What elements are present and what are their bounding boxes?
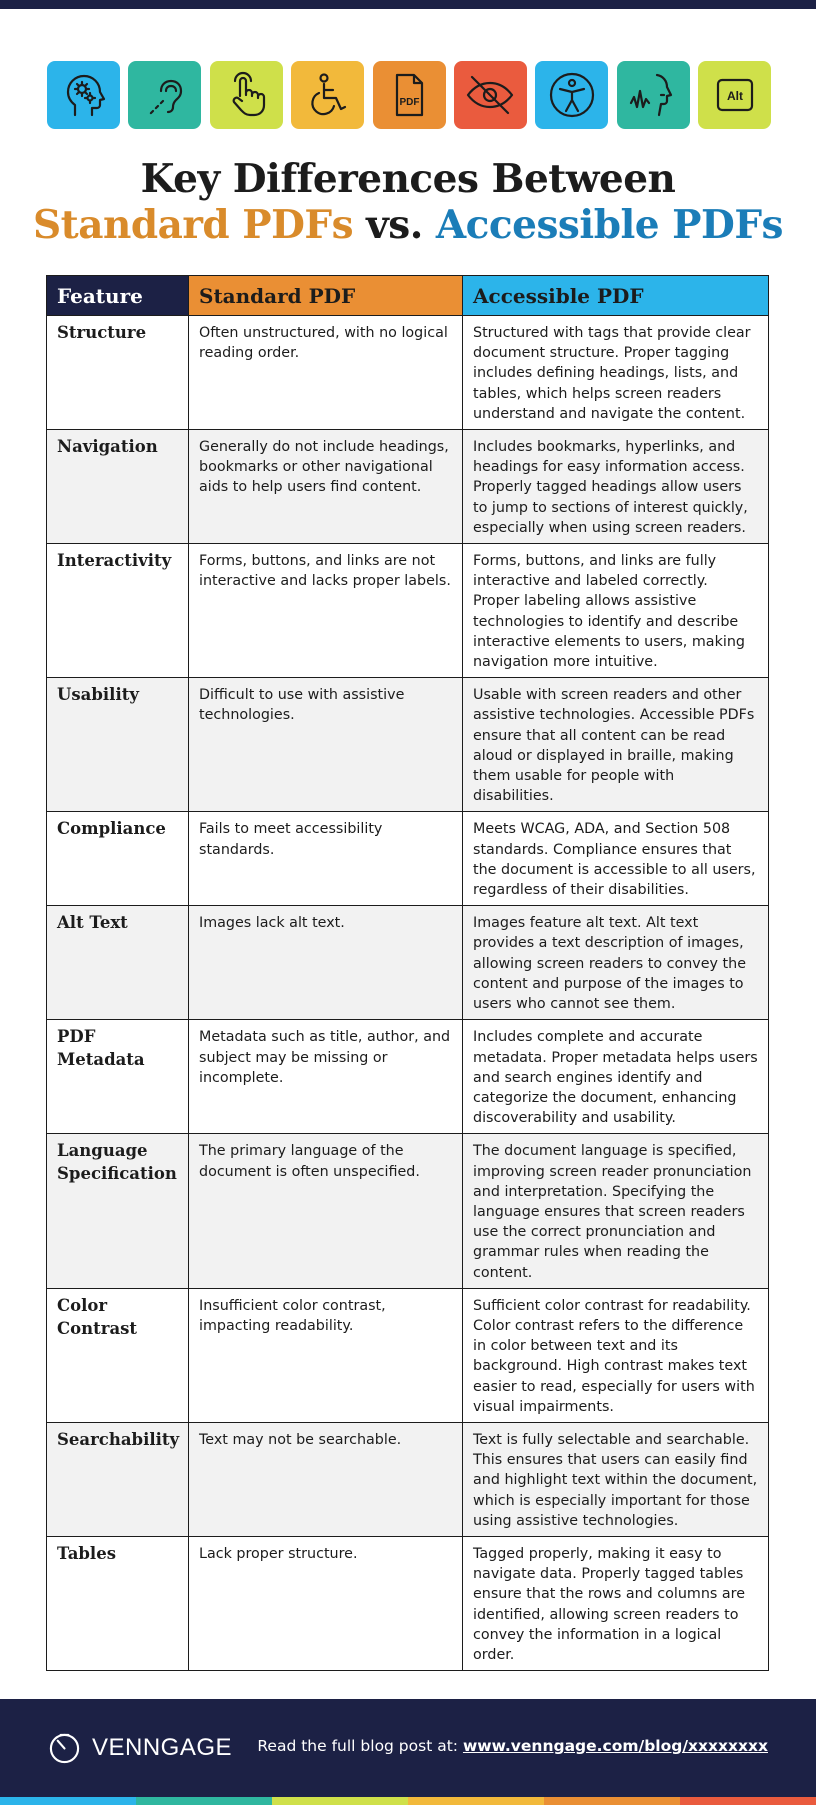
standard-cell: Fails to meet accessibility standards.	[189, 812, 463, 906]
accessible-cell: Sufficient color contrast for readability. Color contrast refers to the difference in color between text and its background. High contrast makes text easier to read, especially for users with visual impairments.	[463, 1288, 769, 1422]
table-row	[47, 812, 769, 906]
hearing-icon	[128, 61, 201, 129]
accessible-cell: Structured with tags that provide clear document structure. Proper tagging includes defining headings, lists, and tables, which helps screen readers understand and navigate the content.	[463, 316, 769, 430]
feature-cell: Navigation	[47, 430, 189, 544]
stripe	[544, 1797, 680, 1805]
standard-cell: Images lack alt text.	[189, 906, 463, 1020]
venngage-logo-icon	[48, 1731, 81, 1764]
feature-cell: Color Contrast	[47, 1288, 189, 1422]
feature-cell: Compliance	[47, 812, 189, 906]
table-row	[47, 1536, 769, 1670]
wheelchair-icon	[291, 61, 364, 129]
standard-cell: Text may not be searchable.	[189, 1422, 463, 1536]
feature-cell: Language Specification	[47, 1134, 189, 1288]
cognitive-head-icon	[47, 61, 120, 129]
feature-cell: Tables	[47, 1536, 189, 1670]
stripe	[136, 1797, 272, 1805]
alt-text-icon	[698, 61, 771, 129]
standard-cell: The primary language of the document is often unspecified.	[189, 1134, 463, 1288]
stripe	[0, 1797, 136, 1805]
stripe	[408, 1797, 544, 1805]
standard-cell: Often unstructured, with no logical reading order.	[189, 316, 463, 430]
blog-link[interactable]: www.venngage.com/blog/xxxxxxxx	[462, 1737, 768, 1755]
icon-row	[47, 61, 771, 129]
standard-cell: Forms, buttons, and links are not interactive and lacks proper labels.	[189, 544, 463, 678]
accessible-cell: Images feature alt text. Alt text provides a text description of images, allowing screen readers to convey the content and purpose of the images to users who cannot see them.	[463, 906, 769, 1020]
accessible-cell: Usable with screen readers and other assistive technologies. Accessible PDFs ensure that all content can be read aloud or displayed in braille, making them usable for people with disabilities.	[463, 678, 769, 812]
eye-slash-icon	[454, 61, 527, 129]
footer	[0, 1699, 816, 1797]
stripe	[680, 1797, 816, 1805]
title-line-2	[0, 202, 816, 248]
table-header-row	[47, 276, 769, 316]
header-accessible: Accessible PDF	[463, 276, 769, 316]
title-standard: Standard PDFs	[33, 202, 354, 248]
standard-cell: Difficult to use with assistive technologies.	[189, 678, 463, 812]
touch-hand-icon	[210, 61, 283, 129]
svg-text:PDF: PDF	[399, 97, 420, 108]
read-more	[257, 1737, 768, 1755]
svg-text:Alt: Alt	[726, 89, 743, 103]
color-stripes	[0, 1797, 816, 1805]
pdf-file-icon	[373, 61, 446, 129]
accessible-cell: Text is fully selectable and searchable. This ensures that users can easily find and highlight text within the document, which is especially important for those using assistive technologies.	[463, 1422, 769, 1536]
accessibility-person-icon	[535, 61, 608, 129]
table-row	[47, 1020, 769, 1134]
accessible-cell: Forms, buttons, and links are fully interactive and labeled correctly. Proper labeling allows assistive technologies to identify and describe interactive elements to users, making navigation more intuitive.	[463, 544, 769, 678]
feature-cell: Interactivity	[47, 544, 189, 678]
table-row	[47, 544, 769, 678]
standard-cell: Lack proper structure.	[189, 1536, 463, 1670]
accessible-cell: Includes complete and accurate metadata. Proper metadata helps users and search engines identify and categorize the document, enhancing discoverability and usability.	[463, 1020, 769, 1134]
header-feature: Feature	[47, 276, 189, 316]
title-line-1: Key Differences Between	[140, 156, 676, 202]
header-standard: Standard PDF	[189, 276, 463, 316]
feature-cell: Searchability	[47, 1422, 189, 1536]
feature-cell: Structure	[47, 316, 189, 430]
feature-cell: PDF Metadata	[47, 1020, 189, 1134]
accessible-cell: Includes bookmarks, hyperlinks, and headings for easy information access. Properly tagged headings allow users to jump to sections of interest quickly, especially when using screen readers.	[463, 430, 769, 544]
standard-cell: Generally do not include headings, bookmarks or other navigational aids to help users find content.	[189, 430, 463, 544]
table-row	[47, 1134, 769, 1288]
read-more-text: Read the full blog post at:	[257, 1737, 459, 1755]
stripe	[272, 1797, 408, 1805]
accessible-cell: Tagged properly, making it easy to navigate data. Properly tagged tables ensure that the rows and columns are identified, allowing screen readers to convey the information in a logical order.	[463, 1536, 769, 1670]
table-row	[47, 430, 769, 544]
top-bar	[0, 0, 816, 9]
standard-cell: Insufficient color contrast, impacting readability.	[189, 1288, 463, 1422]
venngage-logo	[48, 1731, 232, 1764]
table-row	[47, 1288, 769, 1422]
title-accessible: Accessible PDFs	[435, 202, 783, 248]
page-title	[0, 156, 816, 248]
title-vs: vs.	[366, 202, 423, 248]
speech-face-icon	[617, 61, 690, 129]
table-row	[47, 906, 769, 1020]
table-row	[47, 1422, 769, 1536]
feature-cell: Usability	[47, 678, 189, 812]
accessible-cell: The document language is specified, improving screen reader pronunciation and interpretation. Specifying the language ensures that screen readers use the correct pronunciation and grammar rules when reading the content.	[463, 1134, 769, 1288]
standard-cell: Metadata such as title, author, and subject may be missing or incomplete.	[189, 1020, 463, 1134]
accessible-cell: Meets WCAG, ADA, and Section 508 standards. Compliance ensures that the document is accessible to all users, regardless of their disabilities.	[463, 812, 769, 906]
comparison-table	[46, 275, 769, 1671]
table-row	[47, 678, 769, 812]
table-row	[47, 316, 769, 430]
feature-cell: Alt Text	[47, 906, 189, 1020]
brand-name: VENNGAGE	[92, 1733, 233, 1761]
